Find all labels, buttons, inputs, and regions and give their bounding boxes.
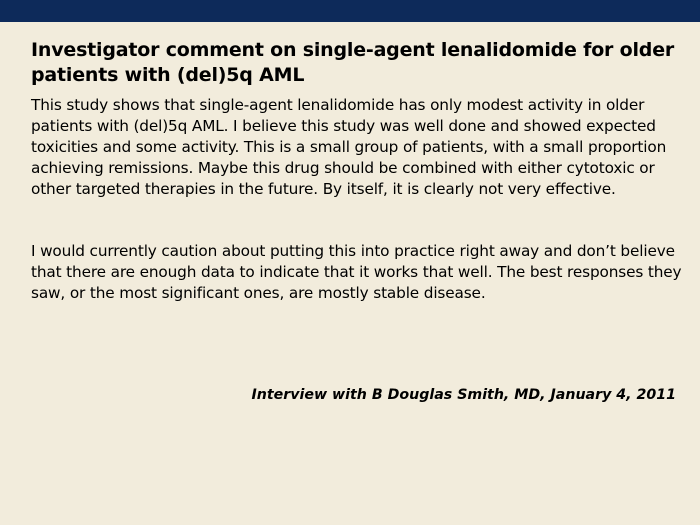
- slide-title: Investigator comment on single-agent lenalidomide for older patients with (del)5q AML: [31, 39, 675, 86]
- comment-paragraph-2: I would currently caution about putting this into practice right away and don’t believe that there are enough data to indicate that it works that well. The best responses they saw, or the most significant ones, are mostly stable disease.: [31, 242, 682, 302]
- comment-paragraph-1: This study shows that single-agent lenalidomide has only modest activity in older patients with (del)5q AML. I believe this study was well done and showed expected toxicities and some activity. This is a small group of patients, with a small proportion achieving remissions. Maybe this drug should be combined with either cytotoxic or other targeted therapies in the future. By itself, it is clearly not very effective.: [31, 96, 667, 198]
- interview-attribution: Interview with B Douglas Smith, MD, January 4, 2011: [251, 387, 676, 403]
- top-banner-bar: [0, 0, 700, 22]
